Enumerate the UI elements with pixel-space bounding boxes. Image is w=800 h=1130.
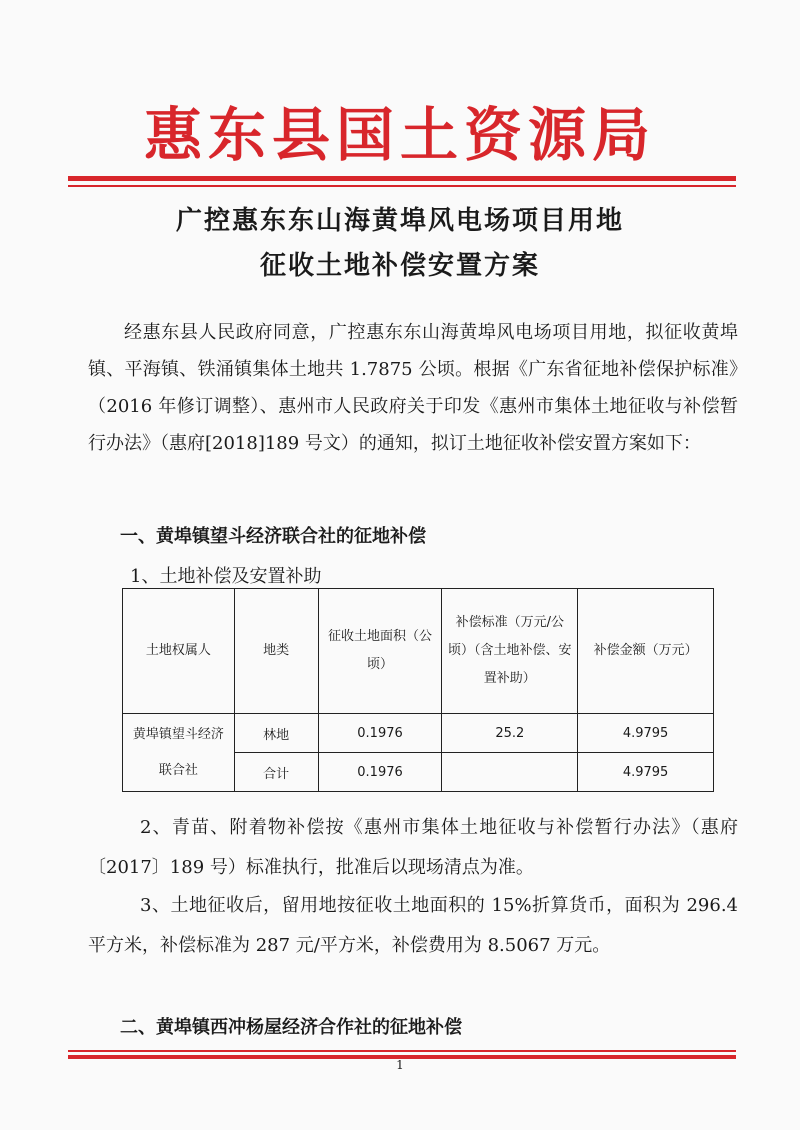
header-red-rule-thick bbox=[68, 176, 736, 181]
section1-heading: 一、黄埠镇望斗经济联合社的征地补偿 bbox=[120, 526, 426, 547]
header-area: 征收土地面积（公顷） bbox=[318, 589, 442, 714]
footer-red-rule-thin bbox=[68, 1050, 736, 1052]
total-area-cell: 0.1976 bbox=[318, 753, 442, 792]
table-header-row bbox=[123, 589, 714, 714]
total-rate-cell bbox=[442, 753, 578, 792]
total-label-cell: 合计 bbox=[234, 753, 318, 792]
header-red-rule-thin bbox=[68, 185, 736, 187]
item3-paragraph: 3、土地征收后，留用地按征收土地面积的 15%折算货币，面积为 296.4 平方米，补偿标准为 287 元/平方米，补偿费用为 8.5067 万元。 bbox=[88, 895, 738, 956]
agency-header: 惠东县国土资源局 bbox=[143, 101, 656, 169]
section1-subheading: 1、土地补偿及安置补助 bbox=[130, 566, 322, 587]
document-title-line1: 广控惠东东山海黄埠风电场项目用地 bbox=[175, 206, 624, 236]
total-amount-cell: 4.9795 bbox=[578, 753, 714, 792]
compensation-table bbox=[122, 588, 714, 792]
table-row bbox=[123, 714, 714, 753]
intro-paragraph: 经惠东县人民政府同意，广控惠东东山海黄埠风电场项目用地，拟征收黄埠镇、平海镇、铁涌镇集体土地共 1.7875 公顷。根据《广东省征地补偿保护标准》（2016 年修订调整）、惠州市人民政府关于印发《惠州市集体土地征收与补偿暂行办法》（惠府[2018]189 号文）的通知，拟订土地征收补偿安置方案如下： bbox=[88, 322, 738, 454]
section2-heading: 二、黄埠镇西冲杨屋经济合作社的征地补偿 bbox=[120, 1017, 462, 1038]
amount-cell: 4.9795 bbox=[578, 714, 714, 753]
header-rate: 补偿标准（万元/公顷）（含土地补偿、安置补助） bbox=[442, 589, 578, 714]
document-title-line2: 征收土地补偿安置方案 bbox=[259, 251, 540, 281]
header-land-type: 地类 bbox=[234, 589, 318, 714]
header-owner: 土地权属人 bbox=[123, 589, 235, 714]
area-cell: 0.1976 bbox=[318, 714, 442, 753]
page-number: 1 bbox=[396, 1058, 404, 1072]
land-type-cell: 林地 bbox=[234, 714, 318, 753]
item2-paragraph: 2、青苗、附着物补偿按《惠州市集体土地征收与补偿暂行办法》（惠府〔2017〕189 号）标准执行，批准后以现场清点为准。 bbox=[88, 817, 738, 878]
header-amount: 补偿金额（万元） bbox=[578, 589, 714, 714]
rate-cell: 25.2 bbox=[442, 714, 578, 753]
owner-cell: 黄埠镇望斗经济联合社 bbox=[123, 714, 235, 792]
